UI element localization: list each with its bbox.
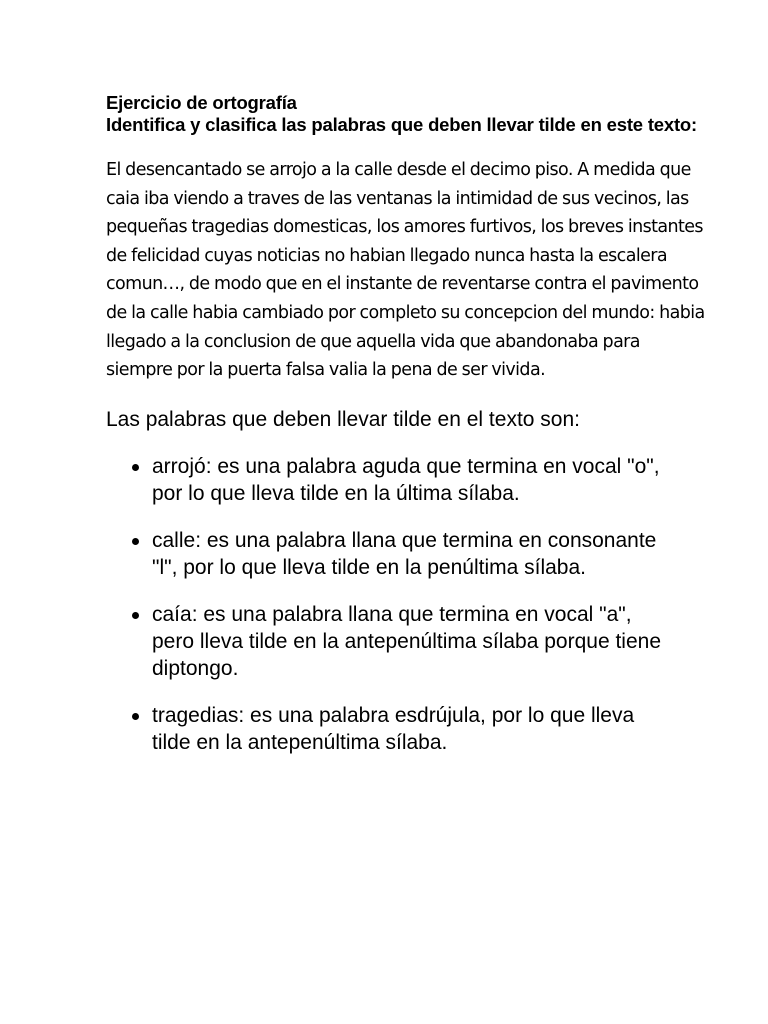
bullet-icon	[132, 612, 139, 619]
answer-text: caía: es una palabra llana que termina en vocal "a", pero lleva tilde en la antepenúltima sílaba porque tiene diptongo.	[152, 602, 662, 680]
list-item	[106, 702, 664, 756]
document-page	[106, 92, 706, 776]
answer-intro: Las palabras que deben llevar tilde en el texto son:	[106, 407, 580, 431]
answer-text: arrojó: es una palabra aguda que termina en vocal "o", por lo que lleva tilde en la última sílaba.	[152, 454, 660, 505]
list-item	[106, 601, 664, 682]
document-title: Ejercicio de ortografía	[106, 92, 297, 113]
list-item	[106, 527, 664, 581]
exercise-instruction: Identifica y clasifica las palabras que deben llevar tilde en este texto:	[106, 114, 697, 135]
exercise-text: El desencantado se arrojo a la calle desde el decimo piso. A medida que caia iba viendo a traves de las ventanas la intimidad de sus vecinos, las pequeñas tragedias domesticas, los amores furtivos, los breves instantes de felicidad cuyas noticias no habian llegado nunca hasta la escalera comun…, de modo que en el instante de reventarse contra el pavimento de la calle habia cambiado por completo su concepcion del mundo: habia llegado a la conclusion de que aquella vida que abandonaba para siempre por la puerta falsa valia la pena de ser vivida.	[106, 160, 705, 381]
bullet-icon	[132, 464, 139, 471]
answer-text: tragedias: es una palabra esdrújula, por lo que lleva tilde en la antepenúltima sílaba.	[152, 703, 635, 754]
list-item	[106, 453, 664, 507]
answer-list	[106, 453, 706, 756]
bullet-icon	[132, 538, 139, 545]
bullet-icon	[132, 713, 139, 720]
answer-text: calle: es una palabra llana que termina en consonante "l", por lo que lleva tilde en la penúltima sílaba.	[152, 528, 657, 579]
